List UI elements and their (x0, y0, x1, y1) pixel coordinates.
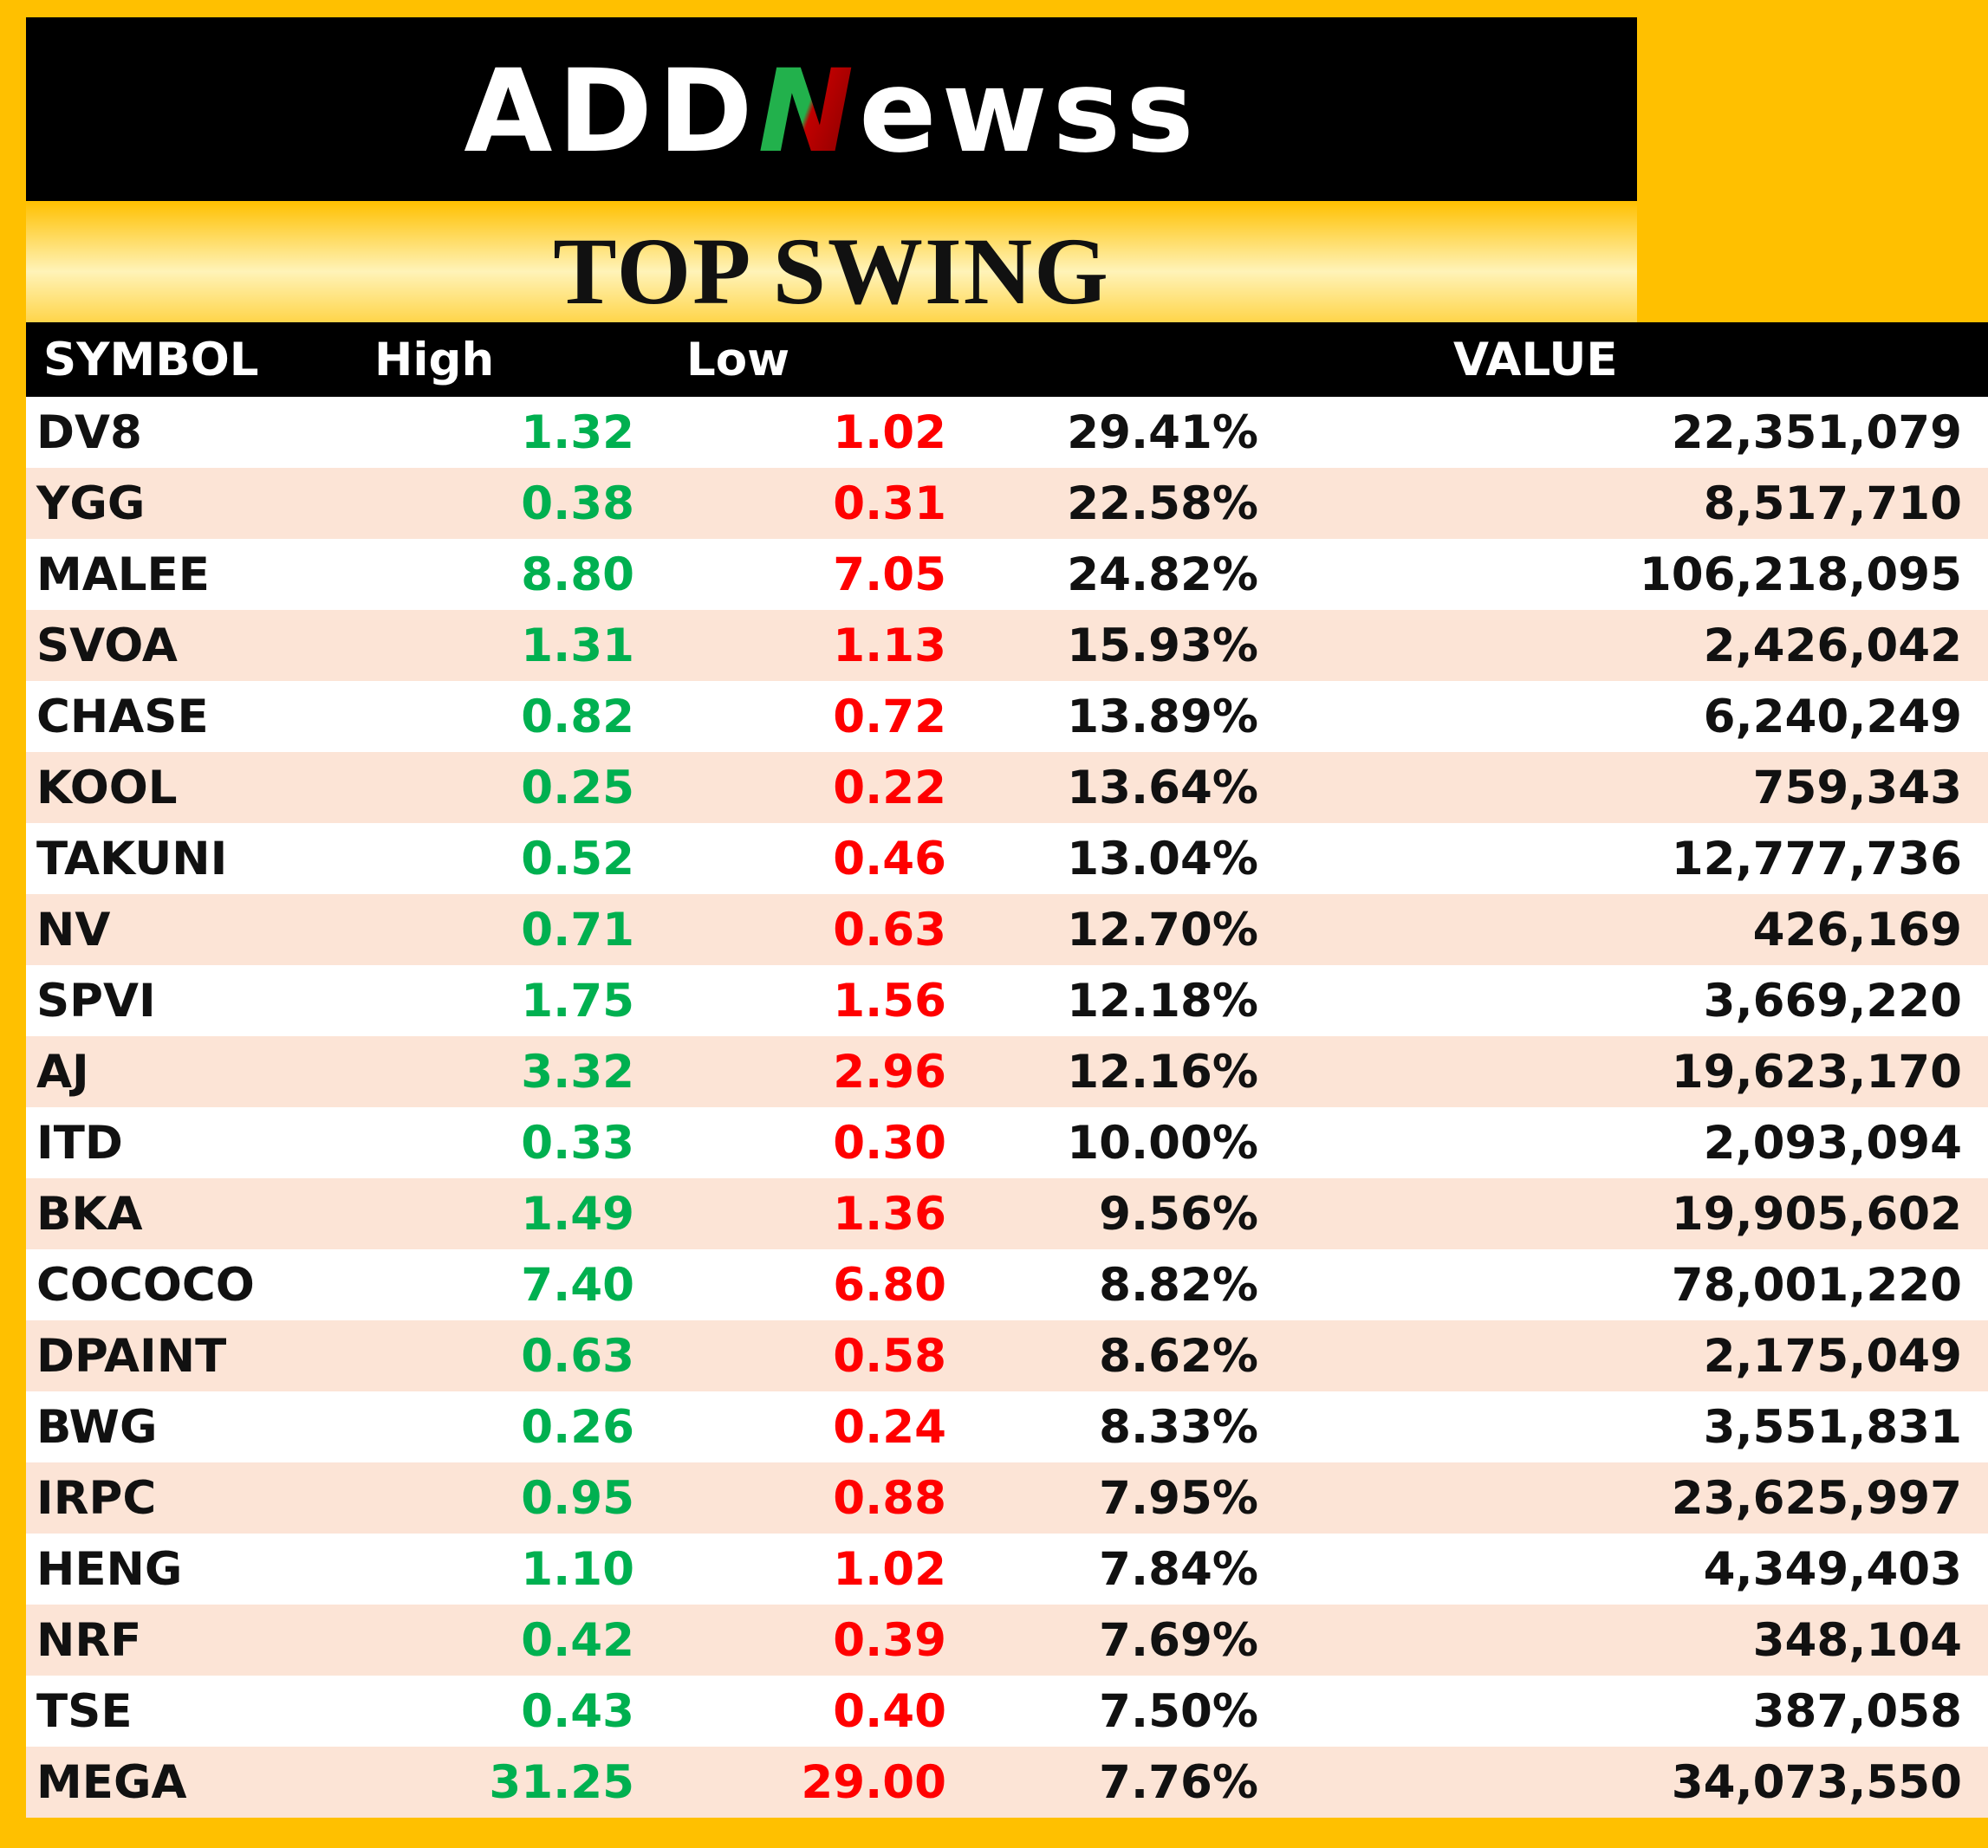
table-row (26, 1534, 1988, 1605)
high-cell: 1.31 (521, 619, 634, 672)
value-cell: 78,001,220 (1671, 1258, 1962, 1312)
change-cell: 7.95% (1099, 1471, 1258, 1525)
table-header-row (26, 322, 1988, 397)
value-cell: 23,625,997 (1671, 1471, 1962, 1525)
low-cell: 0.72 (833, 690, 946, 743)
value-cell: 3,669,220 (1703, 974, 1962, 1028)
table-row (26, 1747, 1988, 1818)
value-cell: 759,343 (1752, 761, 1962, 814)
value-cell: 106,218,095 (1639, 548, 1962, 601)
header-high: High (374, 333, 495, 386)
value-cell: 19,905,602 (1671, 1187, 1962, 1241)
symbol-cell: COCOCO (36, 1258, 255, 1312)
symbol-cell: AJ (36, 1045, 89, 1099)
symbol-cell: BKA (36, 1187, 143, 1241)
header-low: Low (686, 333, 790, 386)
value-cell: 348,104 (1752, 1613, 1962, 1667)
value-cell: 387,058 (1752, 1684, 1962, 1738)
change-cell: 13.64% (1067, 761, 1258, 814)
symbol-cell: DV8 (36, 405, 142, 459)
low-cell: 0.39 (833, 1613, 946, 1667)
change-cell: 7.69% (1099, 1613, 1258, 1667)
high-cell: 1.32 (521, 405, 634, 459)
header-value: VALUE (1453, 333, 1618, 386)
low-cell: 0.63 (833, 903, 946, 956)
table-row (26, 397, 1988, 468)
table-row (26, 965, 1988, 1036)
high-cell: 0.71 (521, 903, 634, 956)
high-cell: 0.33 (521, 1116, 634, 1170)
low-cell: 0.58 (833, 1329, 946, 1383)
low-cell: 1.13 (833, 619, 946, 672)
symbol-cell: NV (36, 903, 111, 956)
table-row (26, 894, 1988, 965)
high-cell: 0.95 (521, 1471, 634, 1525)
symbol-cell: ITD (36, 1116, 123, 1170)
symbol-cell: BWG (36, 1400, 158, 1454)
high-cell: 0.63 (521, 1329, 634, 1383)
symbol-cell: DPAINT (36, 1329, 227, 1383)
low-cell: 1.36 (833, 1187, 946, 1241)
symbol-cell: SVOA (36, 619, 178, 672)
symbol-cell: KOOL (36, 761, 178, 814)
table-row (26, 539, 1988, 610)
low-cell: 0.40 (833, 1684, 946, 1738)
high-cell: 0.25 (521, 761, 634, 814)
value-cell: 19,623,170 (1671, 1045, 1962, 1099)
low-cell: 29.00 (801, 1755, 946, 1809)
symbol-cell: MALEE (36, 548, 210, 601)
high-cell: 8.80 (521, 548, 634, 601)
change-cell: 12.16% (1067, 1045, 1258, 1099)
high-cell: 0.82 (521, 690, 634, 743)
brand-logo (26, 47, 1637, 177)
low-cell: 0.31 (833, 477, 946, 530)
symbol-cell: NRF (36, 1613, 142, 1667)
table-row (26, 1462, 1988, 1534)
value-cell: 2,093,094 (1703, 1116, 1962, 1170)
low-cell: 7.05 (833, 548, 946, 601)
value-cell: 4,349,403 (1703, 1542, 1962, 1596)
low-cell: 6.80 (833, 1258, 946, 1312)
change-cell: 15.93% (1067, 619, 1258, 672)
low-cell: 1.02 (833, 1542, 946, 1596)
change-cell: 7.50% (1099, 1684, 1258, 1738)
table-row (26, 610, 1988, 681)
change-cell: 8.62% (1099, 1329, 1258, 1383)
change-cell: 13.89% (1067, 690, 1258, 743)
table-row (26, 1036, 1988, 1107)
high-cell: 1.75 (521, 974, 634, 1028)
change-cell: 10.00% (1067, 1116, 1258, 1170)
symbol-cell: HENG (36, 1542, 183, 1596)
value-cell: 22,351,079 (1671, 405, 1962, 459)
symbol-cell: TSE (36, 1684, 133, 1738)
table-row (26, 752, 1988, 823)
symbol-cell: IRPC (36, 1471, 157, 1525)
value-cell: 426,169 (1752, 903, 1962, 956)
swing-table (26, 322, 1988, 1818)
change-cell: 7.84% (1099, 1542, 1258, 1596)
table-row (26, 468, 1988, 539)
symbol-cell: TAKUNI (36, 832, 228, 885)
high-cell: 31.25 (489, 1755, 634, 1809)
change-cell: 8.82% (1099, 1258, 1258, 1312)
symbol-cell: YGG (36, 477, 146, 530)
low-cell: 0.88 (833, 1471, 946, 1525)
header-change (946, 322, 1258, 397)
symbol-cell: CHASE (36, 690, 209, 743)
change-cell: 22.58% (1067, 477, 1258, 530)
value-cell: 3,551,831 (1703, 1400, 1962, 1454)
high-cell: 3.32 (521, 1045, 634, 1099)
table-row (26, 1676, 1988, 1747)
low-cell: 0.22 (833, 761, 946, 814)
high-cell: 7.40 (521, 1258, 634, 1312)
change-cell: 29.41% (1067, 405, 1258, 459)
low-cell: 0.24 (833, 1400, 946, 1454)
table-row (26, 1320, 1988, 1391)
change-cell: 12.18% (1067, 974, 1258, 1028)
value-cell: 2,426,042 (1703, 619, 1962, 672)
high-cell: 0.38 (521, 477, 634, 530)
low-cell: 1.56 (833, 974, 946, 1028)
high-cell: 0.43 (521, 1684, 634, 1738)
low-cell: 0.46 (833, 832, 946, 885)
high-cell: 1.10 (521, 1542, 634, 1596)
high-cell: 0.52 (521, 832, 634, 885)
table-row (26, 823, 1988, 894)
high-cell: 0.42 (521, 1613, 634, 1667)
change-cell: 8.33% (1099, 1400, 1258, 1454)
value-cell: 34,073,550 (1671, 1755, 1962, 1809)
value-cell: 6,240,249 (1703, 690, 1962, 743)
change-cell: 13.04% (1067, 832, 1258, 885)
logo-text-end: ewss (859, 45, 1199, 178)
table-row (26, 1249, 1988, 1320)
change-cell: 7.76% (1099, 1755, 1258, 1809)
table-row (26, 1107, 1988, 1178)
brand-banner (26, 17, 1637, 201)
table-row (26, 1605, 1988, 1676)
low-cell: 1.02 (833, 405, 946, 459)
value-cell: 12,777,736 (1671, 832, 1962, 885)
header-symbol: SYMBOL (43, 333, 259, 386)
high-cell: 0.26 (521, 1400, 634, 1454)
table-row (26, 681, 1988, 752)
change-cell: 9.56% (1099, 1187, 1258, 1241)
change-cell: 24.82% (1067, 548, 1258, 601)
table-row (26, 1178, 1988, 1249)
high-cell: 1.49 (521, 1187, 634, 1241)
symbol-cell: SPVI (36, 974, 156, 1028)
value-cell: 2,175,049 (1703, 1329, 1962, 1383)
logo-text-start: ADD (464, 45, 758, 178)
page-title: TOP SWING (553, 218, 1110, 324)
low-cell: 0.30 (833, 1116, 946, 1170)
logo-mark: N (757, 45, 860, 178)
low-cell: 2.96 (833, 1045, 946, 1099)
value-cell: 8,517,710 (1703, 477, 1962, 530)
symbol-cell: MEGA (36, 1755, 187, 1809)
table-row (26, 1391, 1988, 1462)
title-band (26, 201, 1637, 322)
change-cell: 12.70% (1067, 903, 1258, 956)
